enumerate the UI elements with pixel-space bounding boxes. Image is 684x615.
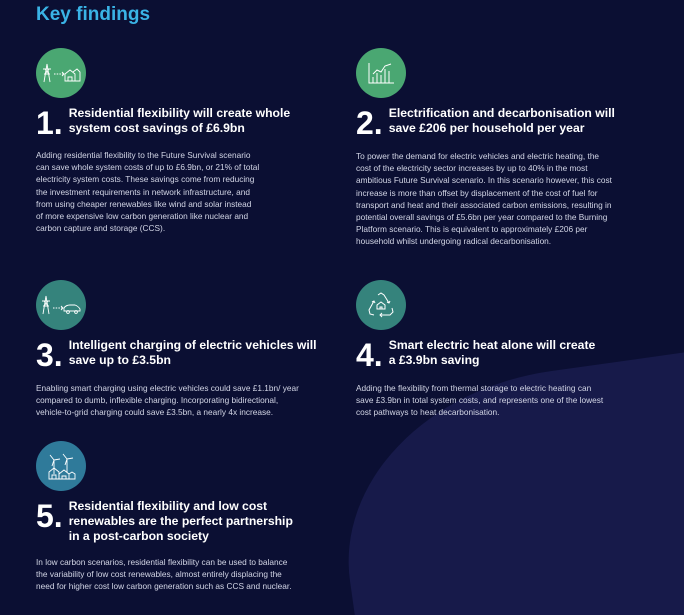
body-line: need for higher cost low carbon generation such as CCS and nuclear. <box>36 581 292 592</box>
finding-number: 3. <box>36 337 63 373</box>
finding-number: 2. <box>356 105 383 141</box>
finding-body <box>356 150 646 248</box>
body-line: Platform scenario. This is equivalent to approximately £206 per <box>356 224 588 235</box>
body-line: To power the demand for electric vehicles and electric heating, the <box>356 151 600 161</box>
finding-5 <box>36 441 326 593</box>
body-line: compared to dumb, inflexible charging. Incorporating bidirectional, <box>36 395 279 406</box>
finding-heading-line: Electrification and decarbonisation will <box>388 106 615 120</box>
finding-2 <box>356 48 646 248</box>
finding-1 <box>36 48 326 234</box>
finding-body <box>36 382 336 419</box>
finding-3 <box>36 280 336 419</box>
body-line: the variability of low cost renewables, almost entirely displacing the <box>36 569 282 580</box>
body-line: Adding residential flexibility to the Future Survival scenario <box>36 150 251 160</box>
pylon-to-houses-icon <box>36 48 86 98</box>
finding-heading <box>389 338 596 368</box>
finding-heading <box>69 338 317 368</box>
pylon-to-car-icon <box>36 280 86 330</box>
finding-heading-line: Intelligent charging of electric vehicles will <box>68 338 317 352</box>
body-line: In low carbon scenarios, residential flexibility can be used to balance <box>36 557 288 567</box>
finding-heading-line: save £206 per household per year <box>388 121 585 135</box>
page-title: Key findings <box>36 4 151 25</box>
body-line: vehicle-to-grid charging could save £3.5bn, a nearly 4x increase. <box>36 407 274 418</box>
finding-body <box>36 149 326 234</box>
finding-number: 1. <box>36 105 63 141</box>
finding-heading-line: Residential flexibility will create whole <box>68 106 291 120</box>
body-line: carbon capture and storage (CCS). <box>36 223 166 234</box>
finding-body <box>36 556 326 593</box>
finding-body <box>356 382 646 419</box>
finding-heading-line: renewables are the perfect partnership <box>68 514 293 528</box>
finding-heading-line: save up to £3.5bn <box>68 353 171 367</box>
finding-number: 4. <box>356 337 383 373</box>
finding-heading-line: a £3.9bn saving <box>388 353 480 367</box>
finding-4 <box>356 280 646 419</box>
body-line: the investment requirements in network infrastructure, and <box>36 186 250 197</box>
body-line: cost pathways to heat decarbonisation. <box>356 407 500 418</box>
body-line: from using cheaper renewables like wind and solar instead <box>36 198 252 209</box>
body-line: transport and heat and their associated carbon emissions, resulting in <box>356 199 612 210</box>
body-line: of more expensive low carbon generation like nuclear and <box>36 211 249 222</box>
body-line: can save whole system costs of up to £6.9bn, or 21% of total <box>36 162 260 173</box>
body-line: increase is more than offset by displacement of the cost of fuel for <box>356 187 598 198</box>
body-line: save £3.9bn in total system costs, and represents one of the lowest <box>356 395 604 406</box>
finding-number: 5. <box>36 498 63 534</box>
finding-heading <box>69 499 293 544</box>
recycle-house-icon <box>356 280 406 330</box>
body-line: household whilst undergoing radical decarbonisation. <box>356 236 552 247</box>
finding-heading-line: in a post-carbon society <box>68 529 209 543</box>
body-line: potential overall savings of £5.6bn per year compared to the Burning <box>356 212 608 223</box>
finding-heading-line: Residential flexibility and low cost <box>68 499 268 513</box>
body-line: ambitious Future Survival scenario. In this scenario however, this cost <box>356 175 612 186</box>
wind-turbine-houses-icon <box>36 441 86 491</box>
body-line: electricity system costs. These savings come from reducing <box>36 174 255 185</box>
finding-heading <box>389 106 615 136</box>
body-line: Enabling smart charging using electric vehicles could save £1.1bn/ year <box>36 383 299 393</box>
finding-heading-line: Smart electric heat alone will create <box>388 338 596 352</box>
body-line: cost of the electricity sector increases by up to 40% in the most <box>356 163 588 174</box>
finding-heading-line: system cost savings of £6.9bn <box>68 121 245 135</box>
finding-heading <box>69 106 290 136</box>
bar-chart-icon <box>356 48 406 98</box>
body-line: Adding the flexibility from thermal storage to electric heating can <box>356 383 592 393</box>
